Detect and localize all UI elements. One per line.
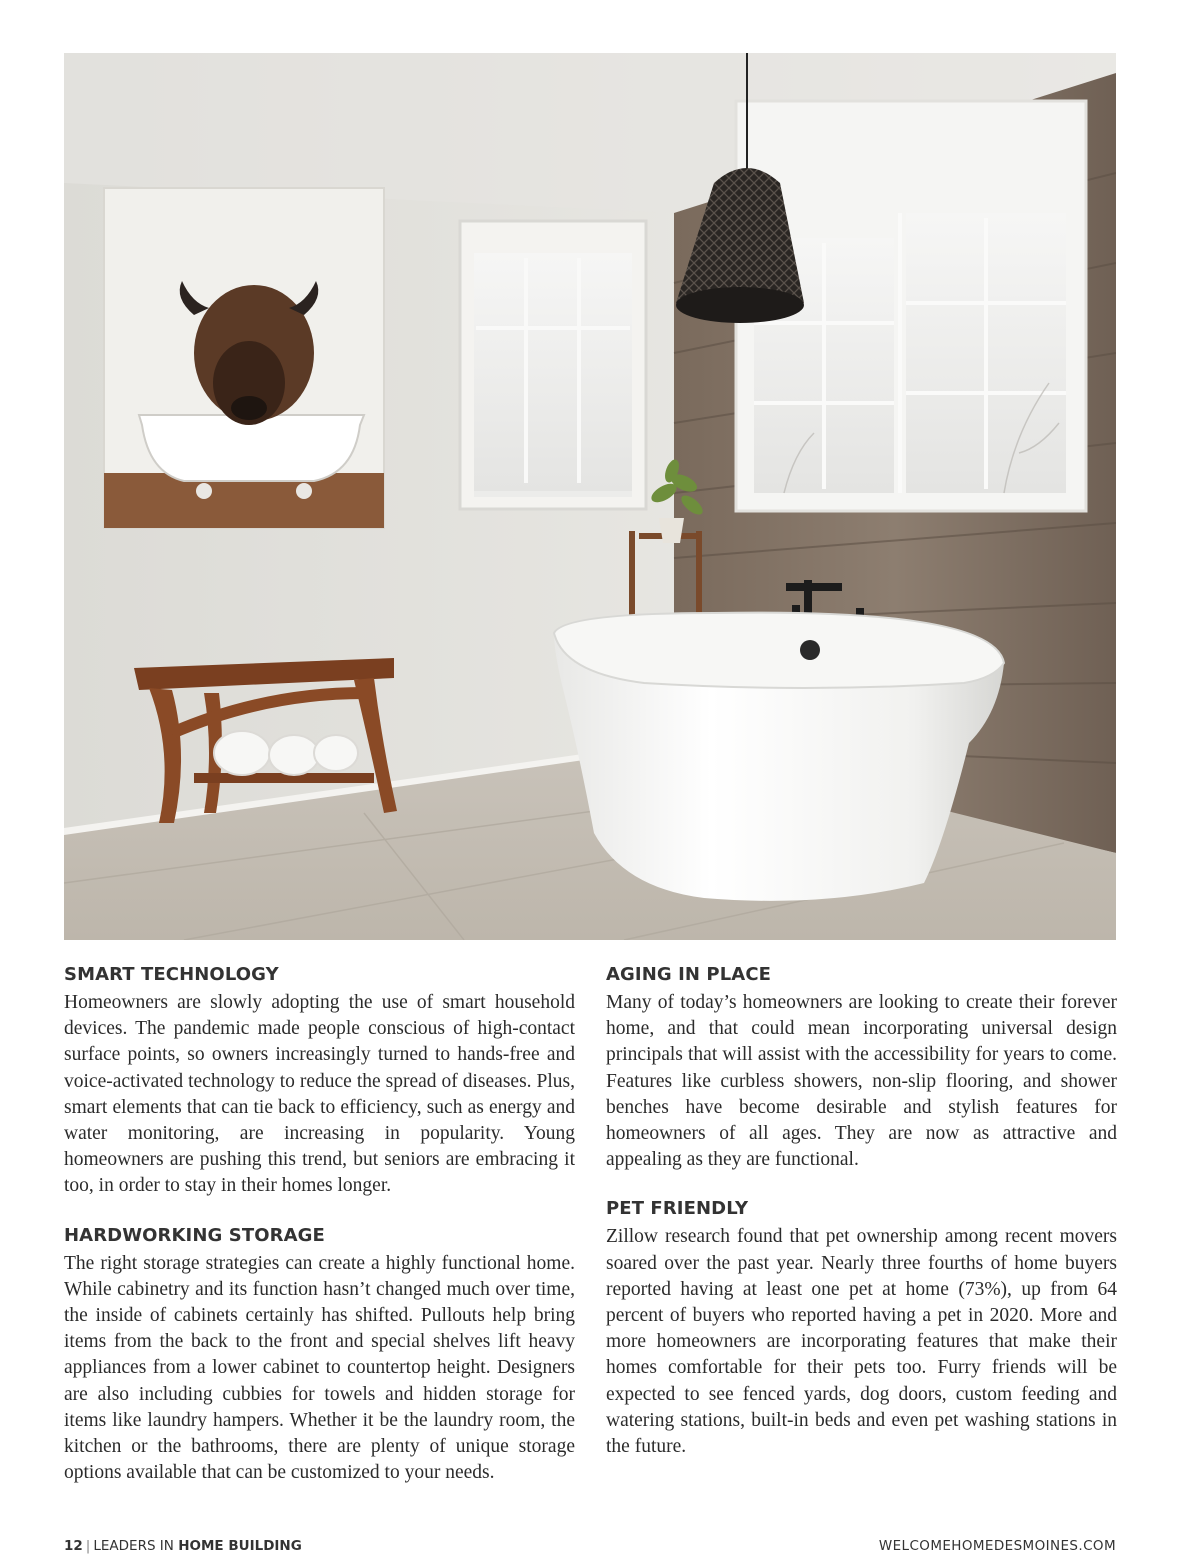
- page-footer: [64, 1536, 1116, 1556]
- section-heading-pet-friendly: PET FRIENDLY: [606, 1198, 749, 1220]
- bathroom-photo: [64, 53, 1116, 940]
- footer-website[interactable]: WELCOMEHOMEDESMOINES.COM: [878, 1538, 1116, 1554]
- footer-separator: |: [85, 1538, 91, 1554]
- footer-folio: [64, 1536, 302, 1556]
- publication-name: HOME BUILDING: [178, 1538, 302, 1554]
- section-body-hardworking-storage: The right storage strategies can create a highly functional home. While cabinetry and its function hasn’t changed much over time, the inside of cabinets certainly has shifted. Pullouts help bring items from the back to the front and special shelves lift heavy appliances from a lower cabinet to countertop height. Designers are also including cubbies for towels and hidden storage for items like laundry hampers. Whether it be the laundry room, the kitchen or the bathrooms, there are plenty of unique storage options available that can be customized to your needs.: [64, 1252, 575, 1484]
- publication-prefix: LEADERS IN: [93, 1538, 179, 1554]
- article-left-column: [64, 964, 575, 1511]
- section-heading-aging-in-place: AGING IN PLACE: [606, 964, 772, 985]
- bathroom-illustration: [64, 53, 1116, 940]
- section-body-aging-in-place: Many of today’s homeowners are looking to create their forever home, and that could mean incorporating universal design principals that will assist with the accessibility for years to come. Features like curbless showers, non-slip flooring, and shower benches have become desirable and stylish features for homeowners of all ages. They are now as attractive and appealing as they are functional.: [606, 992, 1117, 1171]
- section-body-pet-friendly: Zillow research found that pet ownership among recent movers soared over the past year. Nearly three fourths of home buyers reported having at least one pet at home (73%), up from 64 percent of buyers who reported having a pet in 2020. More and more homeowners are incorporating features that make their homes comfortable for their pets too. Furry friends will be expected to see fenced yards, dog doors, custom feeding and watering stations, built-in beds and even pet washing stations in the future.: [606, 1226, 1117, 1458]
- article-right-column: [606, 964, 1117, 1485]
- section-heading-smart-technology: SMART TECHNOLOGY: [64, 964, 279, 985]
- section-body-smart-technology: Homeowners are slowly adopting the use of smart household devices. The pandemic made people conscious of high-contact surface points, so owners increasingly turned to hands-free and voice-activated technology to reduce the spread of diseases. Plus, smart elements that can tie back to efficiency, such as energy and water monitoring, are increasing in popularity. Young homeowners are pushing this trend, but seniors are embracing it too, in order to stay in their homes longer.: [64, 992, 575, 1197]
- section-heading-hardworking-storage: HARDWORKING STORAGE: [64, 1224, 325, 1246]
- page-number: 12: [64, 1538, 83, 1554]
